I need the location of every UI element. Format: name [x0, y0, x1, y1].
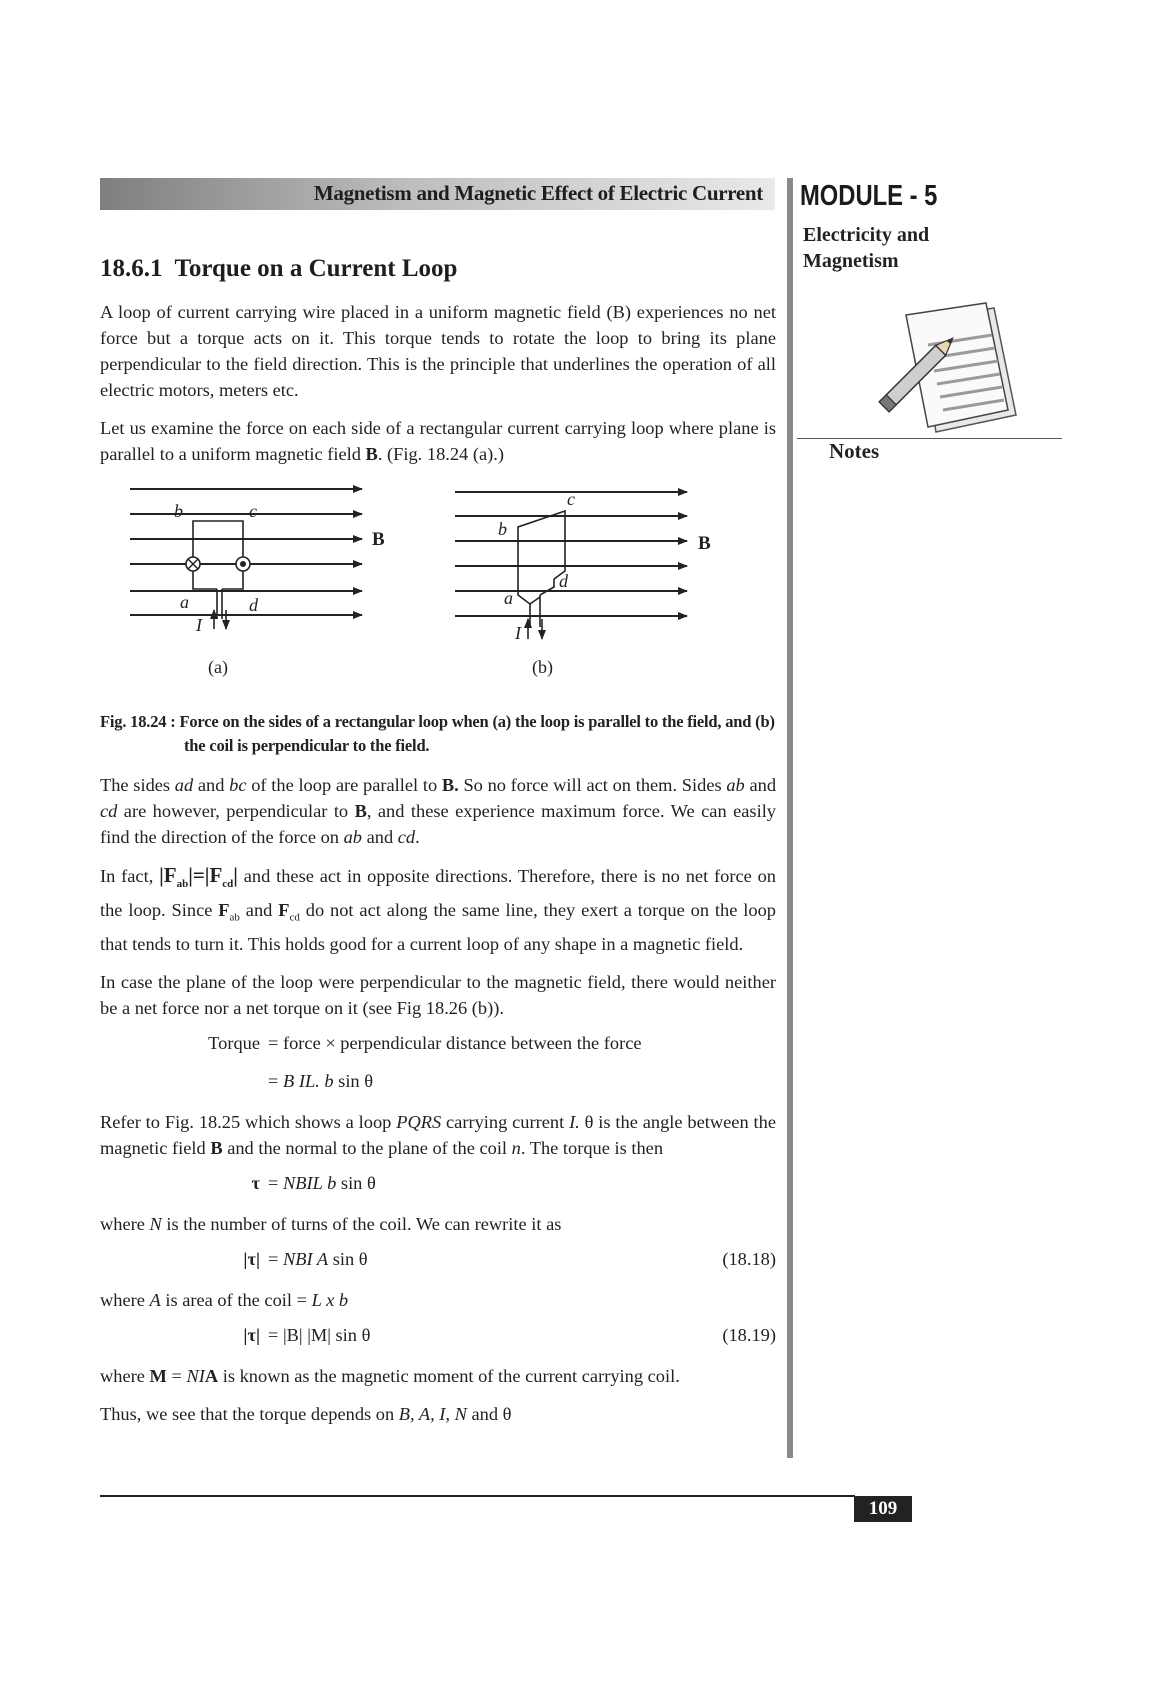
figure-caption: [100, 710, 776, 758]
paragraph-turns: where N is the number of turns of the coil. We can rewrite it as: [100, 1213, 562, 1234]
caption-prefix: Fig. 18.24 :: [100, 712, 176, 731]
module-subject: Electricity and Magnetism: [803, 224, 930, 272]
page-number: 109: [854, 1496, 912, 1522]
dot-symbol: [236, 557, 250, 571]
paragraph-area: where A is area of the coil = L x b: [100, 1289, 349, 1310]
equation-18-18: [100, 1249, 776, 1287]
paragraph-refer: Refer to Fig. 18.25 which shows a loop PQRS carrying current I. θ is the angle between the magnetic field B and the normal to the plane of the coil n. The torque is then: [100, 1111, 776, 1158]
bold-term: B: [365, 444, 378, 464]
panel-label-a: (a): [208, 657, 228, 677]
eq-rhs: = |B| |M| sin θ: [268, 1324, 371, 1345]
field-label-a: B: [372, 529, 385, 550]
cross-symbol: [186, 557, 200, 571]
margin-rule: [787, 178, 793, 1458]
section-number: 18.6.1: [100, 255, 163, 282]
caption-text: Force on the sides of a rectangular loop when (a) the loop is parallel to the field, and (b) the coil is perpendicular to the field.: [179, 712, 775, 755]
eq-lhs: τ: [251, 1172, 260, 1193]
equation-18-19: [100, 1325, 776, 1363]
running-header-title: Magnetism and Magnetic Effect of Electric Current: [313, 181, 763, 205]
eq-rhs: = NBIL b sin θ: [268, 1172, 376, 1193]
corner-label-c2: c: [567, 489, 575, 509]
text: Let us examine the force on each side of a rectangular current carrying loop where plane is parallel to a uniform magnetic field: [100, 418, 776, 464]
eq-rhs: = NBI A sin θ: [268, 1248, 368, 1269]
corner-label-c: c: [249, 501, 257, 521]
section-heading: [100, 255, 776, 283]
figure-18-24: [100, 479, 776, 704]
eq-lhs: Torque: [208, 1032, 260, 1053]
section-title: Torque on a Current Loop: [174, 255, 458, 282]
paragraph-net-force: In fact, $|F_{ab}|=|F_{cd}|$ and these act in opposite directions. Therefore, there is no net force on the loop. Since $F_{ab}$ and $F_{cd}$ do not act along the same line, they exert a torque on the loop that tends to turn it. This holds good for a current loop of any shape in a magnetic field.: [100, 863, 777, 954]
equation-torque-definition: [100, 1033, 776, 1071]
equation-number: (18.19): [722, 1324, 776, 1345]
loop-a: [193, 521, 243, 619]
paragraph-moment: where M = NIA is known as the magnetic moment of the current carrying coil.: [100, 1365, 680, 1386]
current-label-a: I: [196, 615, 202, 635]
equation-number: (18.18): [722, 1248, 776, 1269]
force-magnitude-equality: $|F_{ab}|=|F_{cd}|$: [159, 863, 238, 891]
panel-label-b: (b): [532, 657, 553, 677]
loop-b: [518, 511, 565, 627]
paragraph-depends: Thus, we see that the torque depends on B, A, I, N and θ: [100, 1403, 512, 1424]
equation-torque-bil: [100, 1071, 776, 1109]
text: . (Fig. 18.24 (a).): [377, 444, 504, 464]
notes-label: Notes: [829, 439, 880, 463]
equation-torque-nbil: [100, 1173, 776, 1211]
current-label-b: I: [515, 623, 521, 643]
eq-rhs: = force × perpendicular distance between the force: [268, 1032, 642, 1053]
corner-label-a: a: [180, 592, 189, 612]
field-label-b: B: [698, 533, 711, 554]
current-arrows-a: [214, 610, 226, 629]
eq-lhs: |τ|: [243, 1324, 260, 1345]
paragraph-intro: A loop of current carrying wire placed in a uniform magnetic field (B) experiences no net force but a torque acts on it. This torque tends to rotate the loop to bring its plane perpendicular to the field direction. This is the principle that underlines the operation of all electric motors, meters etc.: [100, 302, 776, 400]
main-content: [100, 255, 776, 1439]
paragraph-perpendicular: In case the plane of the loop were perpendicular to the magnetic field, there would neither be a net force nor a net torque on it (see Fig 18.26 (b)).: [100, 971, 776, 1018]
corner-label-d: d: [249, 595, 258, 615]
running-header: [100, 178, 775, 210]
loop-diagram: [100, 479, 776, 704]
corner-label-a2: a: [504, 588, 513, 608]
corner-label-b: b: [174, 501, 183, 521]
paragraph-examine: [100, 415, 776, 467]
notepad-pencil-icon: [876, 300, 1026, 445]
paragraph-sides: The sides ad and bc of the loop are parallel to B. So no force will act on them. Sides ab and cd are however, perpendicular to B, and these experience maximum force. We can easily find the direction of the force on ab and cd.: [100, 775, 777, 847]
corner-label-b2: b: [498, 519, 507, 539]
eq-rhs: = B IL. b sin θ: [268, 1070, 374, 1091]
corner-label-d2: d: [559, 571, 568, 591]
eq-lhs: |τ|: [243, 1248, 260, 1269]
footer-rule: [100, 1495, 855, 1497]
module-label: MODULE - 5: [800, 180, 938, 212]
